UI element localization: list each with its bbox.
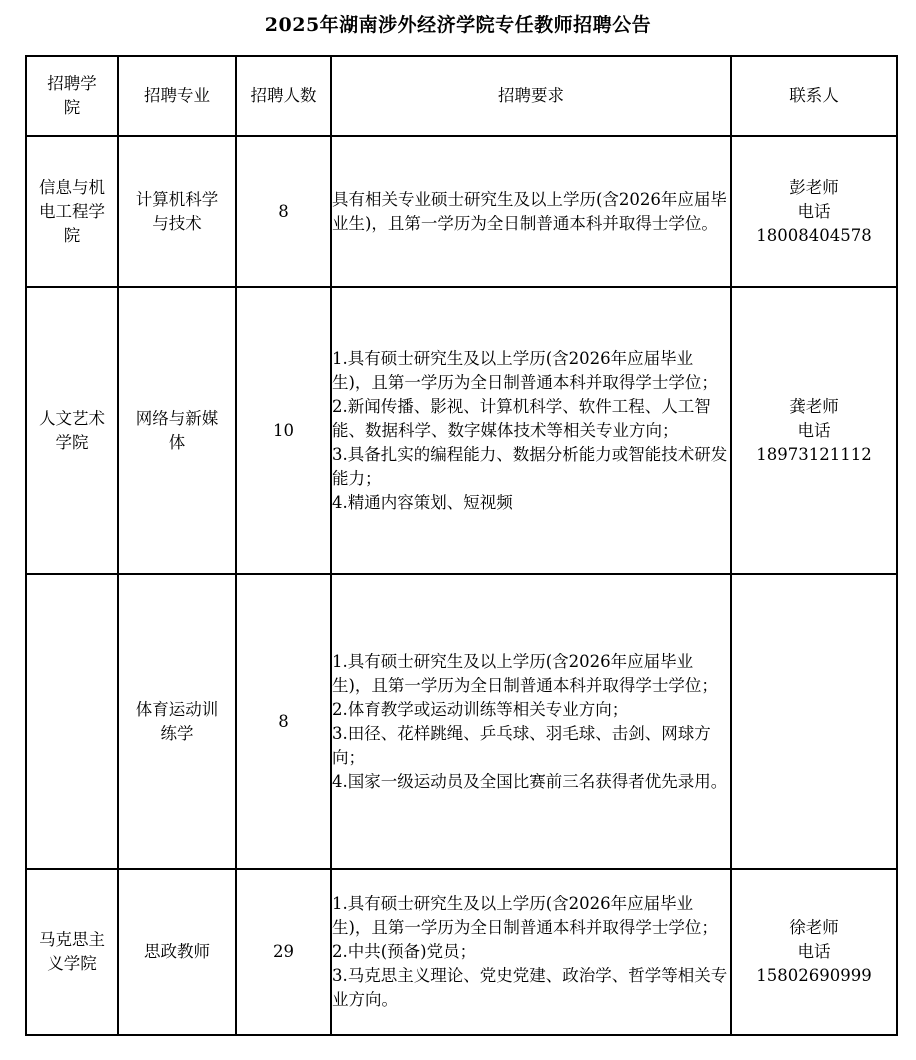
contact-label: 电话 [797, 420, 831, 440]
page-title: 2025年湖南涉外经济学院专任教师招聘公告 [264, 14, 652, 36]
requirement-item: 4.精通内容策划、短视频 [332, 492, 513, 512]
requirement-item: 4.国家一级运动员及全国比赛前三名获得者优先录用。 [332, 771, 728, 791]
recruitment-table [25, 55, 898, 1036]
requirement-item: 具有相关专业硕士研究生及以上学历(含2026年应届毕业生)，且第一学历为全日制普通本科并取得士学位。 [332, 189, 727, 233]
count-cell: 29 [236, 869, 331, 1035]
contact-phone: 18008404578 [756, 225, 872, 245]
count-cell: 8 [236, 574, 331, 869]
requirement-item: 2.体育教学或运动训练等相关专业方向； [332, 699, 629, 719]
major-cell: 计算机科学与技术 [118, 136, 236, 287]
header-row [26, 56, 897, 136]
requirement-item: 1.具有硕士研究生及以上学历(含2026年应届毕业生)，且第一学历为全日制普通本科并取得学士学位； [332, 651, 718, 695]
college-cell: 信息与机电工程学院 [26, 136, 118, 287]
contact-name: 龚老师 [789, 396, 839, 416]
requirements-cell [331, 287, 731, 574]
requirement-item: 3.马克思主义理论、党史党建、政治学、哲学等相关专业方向。 [332, 966, 728, 1009]
contact-cell [731, 869, 897, 1035]
college-cell: 人文艺术学院 [26, 287, 118, 574]
contact-label: 电话 [797, 942, 831, 961]
header-major: 招聘专业 [118, 56, 236, 136]
contact-name: 彭老师 [789, 177, 839, 197]
header-requirements: 招聘要求 [331, 56, 731, 136]
table-row [26, 574, 897, 869]
requirement-item: 3.具备扎实的编程能力、数据分析能力或智能技术研发能力； [332, 444, 728, 488]
requirement-item: 1.具有硕士研究生及以上学历(含2026年应届毕业生)，且第一学历为全日制普通本科并取得学士学位； [332, 894, 718, 937]
requirement-item: 1.具有硕士研究生及以上学历(含2026年应届毕业生)，且第一学历为全日制普通本科并取得学士学位； [332, 348, 718, 392]
major-cell: 网络与新媒体 [118, 287, 236, 574]
requirements-cell [331, 869, 731, 1035]
major-cell: 思政教师 [118, 869, 236, 1035]
header-college: 招聘学院 [26, 56, 118, 136]
requirements-cell [331, 574, 731, 869]
requirement-item: 2.新闻传播、影视、计算机科学、软件工程、人工智能、数据科学、数字媒体技术等相关专业方向； [332, 396, 711, 440]
contact-name: 徐老师 [789, 918, 839, 937]
major-cell: 体育运动训练学 [118, 574, 236, 869]
contact-cell [731, 574, 897, 869]
contact-cell [731, 136, 897, 287]
count-cell: 10 [236, 287, 331, 574]
header-count: 招聘人数 [236, 56, 331, 136]
table-row [26, 136, 897, 287]
table-row [26, 869, 897, 1035]
contact-cell [731, 287, 897, 574]
header-contact: 联系人 [731, 56, 897, 136]
requirement-item: 3.田径、花样跳绳、乒乓球、羽毛球、击剑、网球方向； [332, 723, 711, 767]
table-row [26, 287, 897, 574]
requirement-item: 2.中共(预备)党员； [332, 942, 477, 961]
contact-label: 电话 [797, 201, 831, 221]
college-cell [26, 574, 118, 869]
count-cell: 8 [236, 136, 331, 287]
contact-phone: 18973121112 [756, 444, 872, 464]
requirements-cell [331, 136, 731, 287]
contact-phone: 15802690999 [756, 966, 872, 985]
college-cell: 马克思主义学院 [26, 869, 118, 1035]
